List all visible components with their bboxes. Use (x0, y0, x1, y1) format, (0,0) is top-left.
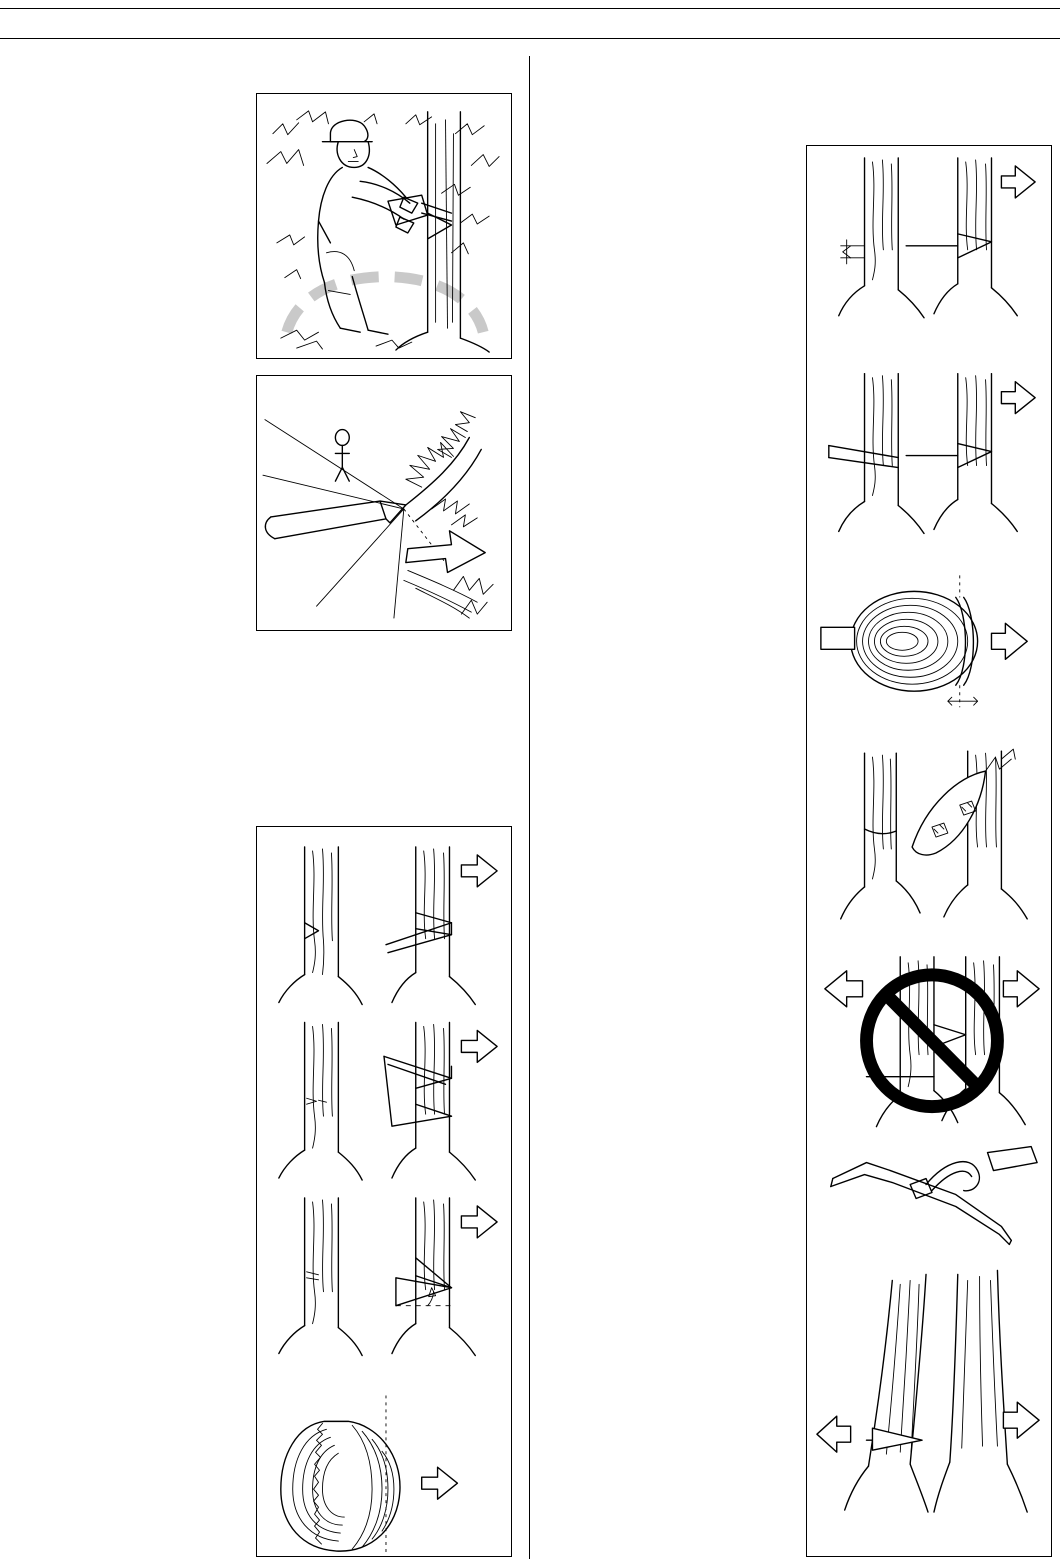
figure-notch-types (256, 826, 512, 1557)
panel-humboldt-notch (279, 1198, 497, 1356)
panel-hinge-detail (841, 749, 1027, 919)
column-divider (529, 56, 530, 1559)
panel-leaning-tree (817, 1270, 1039, 1512)
panel-open-face-notch (279, 1022, 497, 1180)
notch-types-illustration (257, 827, 511, 1556)
panel-notch-depth (839, 158, 1035, 318)
figure-operator-felling-cut (256, 93, 512, 359)
operator-felling-cut-illustration (257, 94, 511, 358)
figure-felling-sequence (806, 145, 1052, 1557)
panel-conventional-notch (279, 847, 497, 1005)
header-rule-lower (0, 38, 1060, 39)
falling-direction-illustration (257, 376, 511, 630)
felling-sequence-illustration (807, 146, 1051, 1556)
header-rule-upper (0, 8, 1060, 9)
panel-felling-tools (831, 1147, 1037, 1245)
panel-hinge-from-above (281, 1395, 458, 1555)
panel-cross-section-hinge (821, 575, 1027, 707)
panel-prohibited-cut (825, 957, 1039, 1127)
figure-falling-direction (256, 375, 512, 631)
panel-back-cut (829, 374, 1035, 534)
